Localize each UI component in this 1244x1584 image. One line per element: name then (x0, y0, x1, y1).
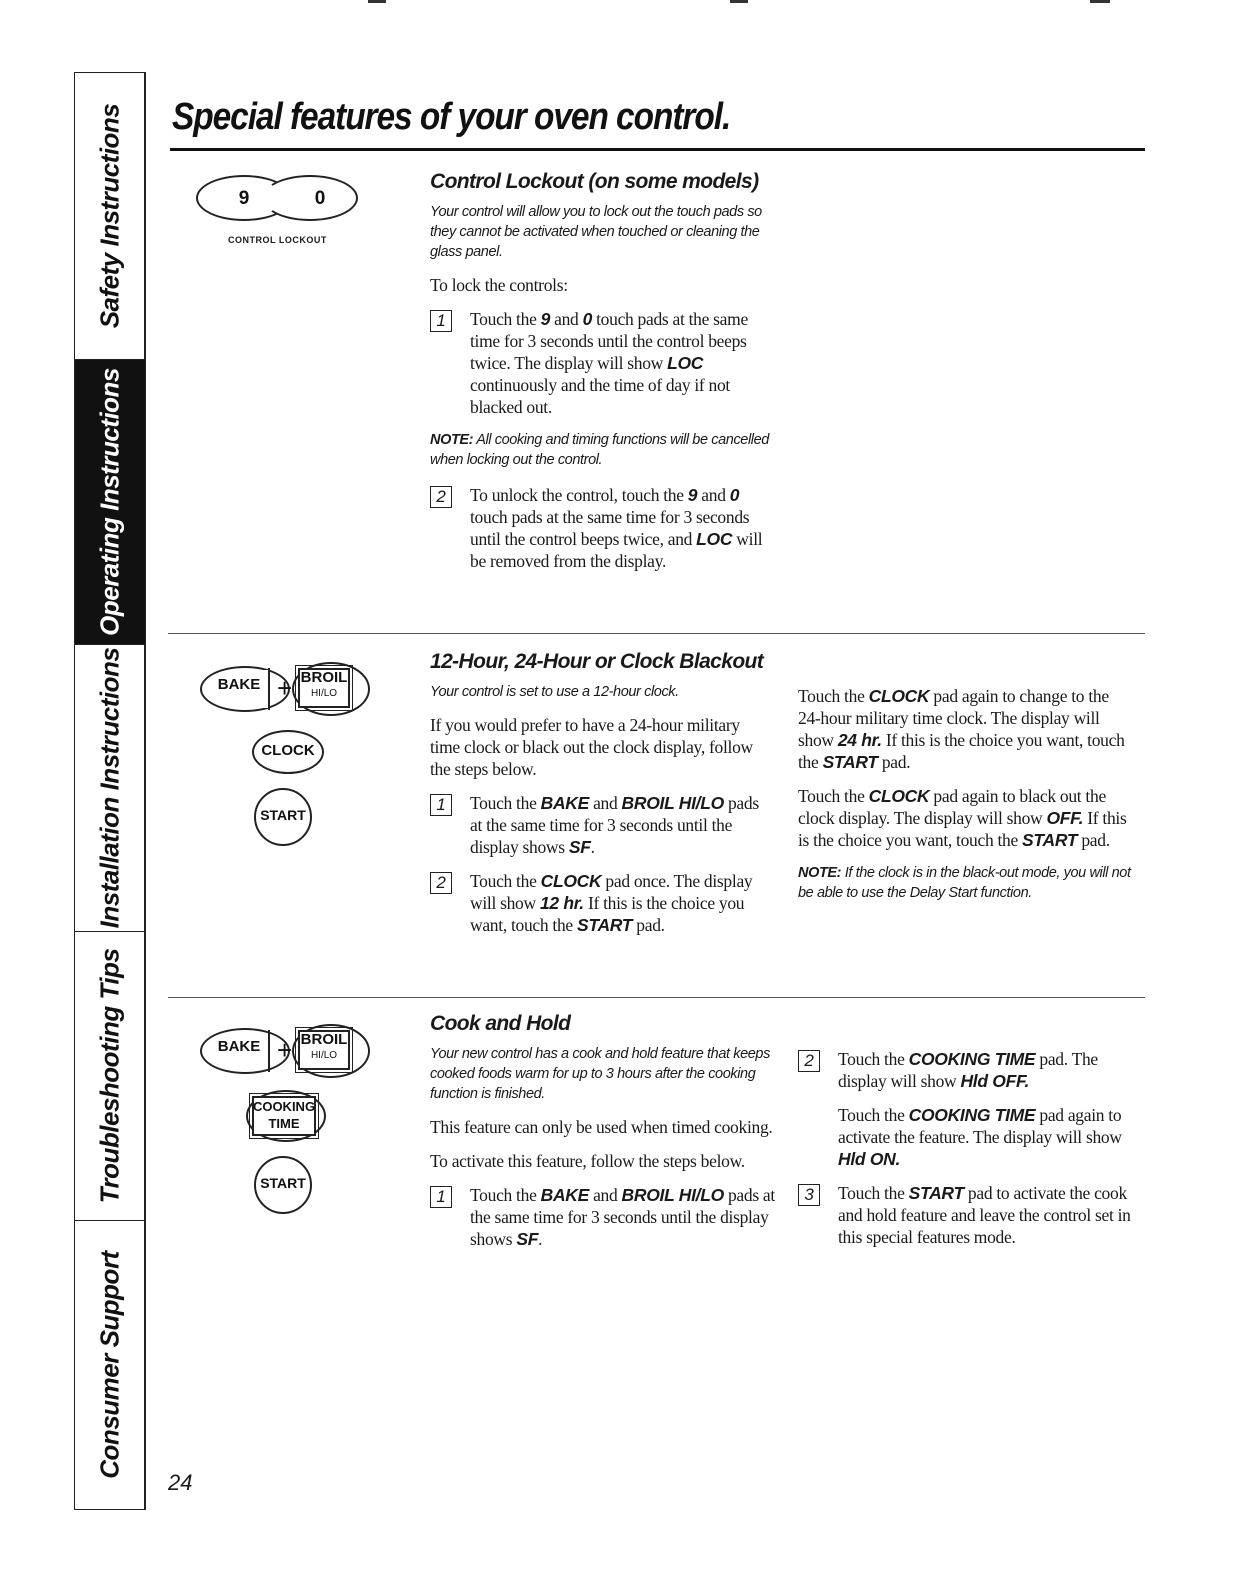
paragraph (798, 685, 1133, 773)
section-intro: Your new control has a cook and hold feature that keeps cooked foods warm for up to 3 hours after the cooking function is finished. (430, 1046, 770, 1102)
step-3 (798, 1182, 1143, 1248)
text: will be removed from the display. (470, 529, 763, 571)
bake-key-label: BAKE (217, 676, 261, 693)
text: pad. (877, 752, 911, 772)
keyword: 0 (729, 485, 740, 505)
text: and (550, 309, 583, 329)
text: . (590, 837, 595, 857)
plus-sign: + (277, 1035, 293, 1065)
step-number: 1 (430, 1186, 452, 1208)
text: Touch the (470, 793, 541, 813)
tab-label: Safety Instructions (94, 103, 125, 329)
clock-keypad-illustration (200, 660, 375, 830)
text: continuously and the time of day if not blacked out. (470, 375, 730, 417)
lead-text: To lock the controls: (430, 275, 568, 295)
hilo-key-label: HI/LO (310, 1050, 338, 1061)
keyword: COOKING TIME (908, 1049, 1036, 1069)
tab-label: Troubleshooting Tips (94, 948, 125, 1204)
step-2 (430, 870, 770, 936)
bake-key-frame (268, 668, 270, 710)
keyword: START (908, 1183, 964, 1203)
tab-label: Installation Instructions (94, 647, 125, 929)
keyword: LOC (696, 529, 733, 549)
tab-label: Operating Instructions (94, 368, 125, 636)
keyword: 12 hr. (539, 893, 584, 913)
section-divider (168, 997, 1145, 998)
text: If this is the choice you want, touch the (798, 730, 1125, 772)
step-2 (430, 484, 770, 572)
text: pad once. The display will show (470, 871, 753, 913)
start-key-label: START (260, 807, 306, 823)
text: pad. (1077, 830, 1110, 850)
tab-troubleshooting-tips[interactable] (75, 932, 145, 1221)
keyword: CLOCK (868, 686, 930, 706)
page-title: Special features of your oven control. (172, 96, 731, 138)
text: pad again to black out the clock display. The display will show (798, 786, 1106, 828)
crop-mark (368, 0, 386, 3)
text: Touch the (838, 1049, 909, 1069)
hold-keypad-illustration (200, 1022, 375, 1212)
section-divider (168, 633, 1145, 634)
note (430, 430, 770, 470)
control-lockout-caption: CONTROL LOCKOUT (228, 235, 327, 245)
text: pad. The display will show (838, 1049, 1098, 1091)
step-2-continued (798, 1104, 1143, 1170)
crop-mark (1090, 0, 1110, 3)
text: pads at the same time for 3 seconds until the display shows (470, 793, 759, 857)
section-control-lockout (430, 170, 770, 584)
paragraph (798, 785, 1133, 851)
keyword: SF (516, 1229, 539, 1249)
section-clock-col1 (430, 650, 770, 948)
crop-mark (730, 0, 748, 3)
bake-key-label: BAKE (217, 1038, 261, 1055)
text: pad again to change to the 24-hour military time clock. The display will show (798, 686, 1109, 750)
text: To unlock the control, touch the (470, 485, 688, 505)
section-heading: 12-Hour, 24-Hour or Clock Blackout (430, 650, 764, 673)
tab-safety-instructions[interactable] (75, 73, 145, 360)
step-1 (430, 1184, 775, 1250)
keyword: COOKING TIME (908, 1105, 1036, 1125)
keyword: 24 hr. (837, 730, 882, 750)
step-number: 1 (430, 794, 452, 816)
tab-operating-instructions[interactable] (75, 360, 145, 645)
tab-label: Consumer Support (94, 1251, 125, 1479)
keyword: START (822, 752, 878, 772)
note-text: All cooking and timing functions will be cancelled when locking out the control. (430, 432, 769, 468)
text: Touch the (470, 309, 541, 329)
section-cook-and-hold-col2 (798, 1048, 1143, 1260)
keyword: 9 (687, 485, 698, 505)
keyword: SF (568, 837, 591, 857)
text: Touch the (798, 786, 869, 806)
key-9-label: 9 (238, 188, 250, 209)
note-text: If the clock is in the black-out mode, you will not be able to use the Delay Start function. (798, 865, 1131, 901)
text: Touch the (470, 871, 541, 891)
keyword: 9 (540, 309, 551, 329)
section-cook-and-hold-col1 (430, 1012, 775, 1262)
section-heading: Control Lockout (on some models) (430, 170, 759, 193)
keyword: 0 (582, 309, 593, 329)
note-label: NOTE: (798, 865, 842, 881)
bake-key-frame (268, 1030, 270, 1072)
note (798, 863, 1133, 903)
text: touch pads at the same time for 3 seconds until the control beeps twice. The display will show (470, 309, 748, 373)
step-number: 2 (430, 872, 452, 894)
keyword: OFF. (1046, 808, 1084, 828)
text: pad. (632, 915, 665, 935)
text: and (589, 793, 622, 813)
text: If this is the choice you want, touch the (798, 808, 1127, 850)
keyword: BAKE (540, 1185, 590, 1205)
section-intro: Your control will allow you to lock out the touch pads so they cannot be activated when touched or cleaning the glass panel. (430, 204, 762, 260)
clock-key-label: CLOCK (261, 742, 315, 759)
text: Touch the (470, 1185, 541, 1205)
broil-key-label: BROIL (300, 669, 348, 686)
broil-key-label: BROIL (300, 1031, 348, 1048)
hilo-key-label: HI/LO (310, 688, 338, 699)
text: pads at the same time for 3 seconds until the display shows (470, 1185, 775, 1249)
step-number: 3 (798, 1184, 820, 1206)
step-number: 2 (430, 486, 452, 508)
text: If this is the choice you want, touch the (470, 893, 745, 935)
step-1 (430, 792, 770, 858)
text: and (589, 1185, 622, 1205)
keyword: Hld OFF. (960, 1071, 1030, 1091)
keyword: CLOCK (540, 871, 602, 891)
text: touch pads at the same time for 3 seconds until the control beeps twice, and (470, 507, 750, 549)
keyword: START (576, 915, 633, 935)
title-rule (170, 148, 1145, 151)
keyword: LOC (667, 353, 704, 373)
paragraph: To activate this feature, follow the steps below. (430, 1151, 745, 1171)
time-key-label: TIME (268, 1116, 300, 1131)
step-2 (798, 1048, 1143, 1092)
lockout-keypad-illustration (196, 175, 366, 255)
section-heading: Cook and Hold (430, 1012, 571, 1035)
step-number: 2 (798, 1050, 820, 1072)
keyword: CLOCK (868, 786, 930, 806)
text: Touch the (838, 1183, 909, 1203)
text: Touch the (798, 686, 869, 706)
section-tabs (74, 72, 146, 1510)
paragraph: This feature can only be used when timed cooking. (430, 1117, 773, 1137)
note-label: NOTE: (430, 432, 474, 448)
text: . (538, 1229, 543, 1249)
section-clock-col2 (798, 685, 1133, 917)
step-1 (430, 308, 770, 418)
page-number: 24 (168, 1470, 193, 1495)
keyword: BAKE (540, 793, 590, 813)
keyword: BROIL HI/LO (621, 793, 724, 813)
text: and (697, 485, 730, 505)
keyword: START (1022, 830, 1078, 850)
text: pad again to activate the feature. The display will show (838, 1105, 1122, 1147)
tab-consumer-support[interactable] (75, 1221, 145, 1509)
lead-text: If you would prefer to have a 24-hour military time clock or black out the clock display, follow the steps below. (430, 715, 753, 779)
key-0-label: 0 (314, 188, 326, 209)
keyword: BROIL HI/LO (621, 1185, 724, 1205)
plus-sign: + (277, 673, 293, 703)
step-number: 1 (430, 310, 452, 332)
tab-installation-instructions[interactable] (75, 645, 145, 932)
keyword: Hld ON. (838, 1149, 901, 1169)
cooking-key-label: COOKING (252, 1099, 316, 1114)
section-intro: Your control is set to use a 12-hour clock. (430, 684, 679, 700)
text: pad to activate the cook and hold feature and leave the control set in this special features mode. (838, 1183, 1131, 1247)
start-key-label: START (260, 1175, 306, 1191)
text: Touch the (838, 1105, 909, 1125)
